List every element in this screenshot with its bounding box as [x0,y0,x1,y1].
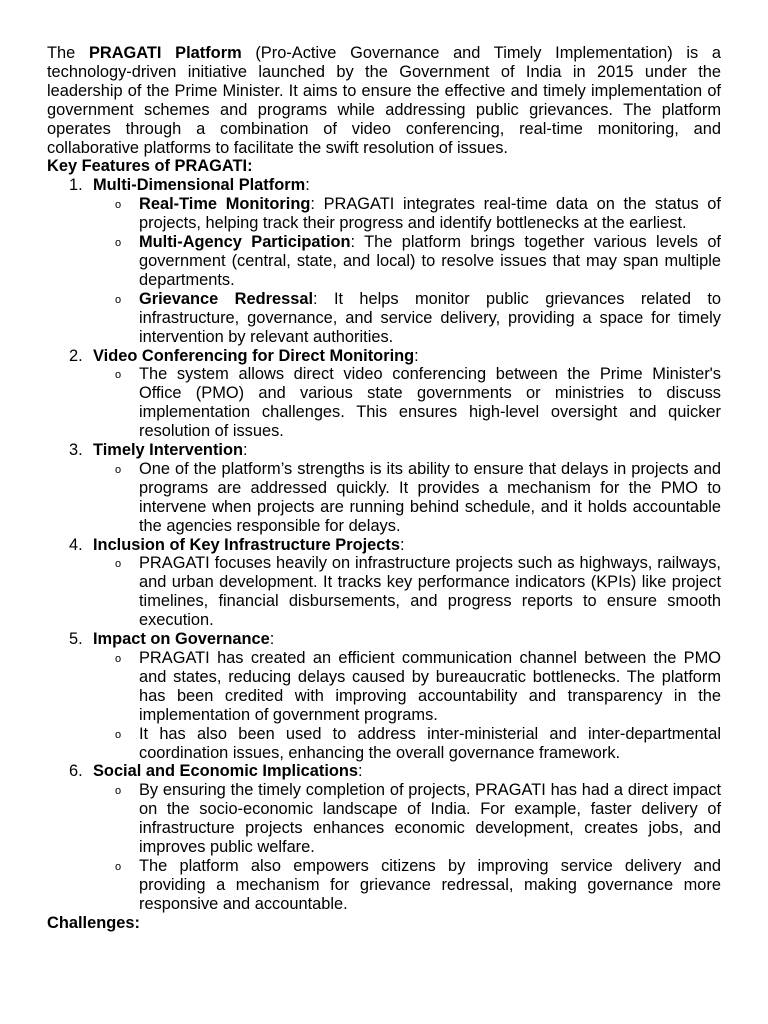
challenges-heading: Challenges: [47,913,140,932]
bullet-item [93,460,721,536]
bullet-circle-icon: o [115,860,122,873]
feature-number: 2. [69,346,83,365]
bullet-lead: Real-Time Monitoring [139,195,311,214]
feature-item [47,347,721,442]
bullet-circle-icon: o [115,293,122,306]
bullet-text: The system allows direct video conferencing between the Prime Minister's Office (PMO) and various state governments or ministries to discuss implementation challenges. This ensures high-level oversight and quicker resolution of issues. [139,365,721,441]
feature-bullets [93,195,721,346]
bullet-text: : The platform brings together various levels of government (central, state, and local) to resolve issues that may span multiple departments. [139,233,721,289]
bullet-circle-icon: o [115,785,122,798]
bullet-lead: Grievance Redressal [139,289,314,308]
feature-title-colon: : [305,176,310,195]
bullet-item [93,290,721,347]
feature-number: 4. [69,535,83,554]
feature-title: Inclusion of Key Infrastructure Projects [93,535,400,554]
feature-title: Social and Economic Implications [93,762,359,781]
feature-title-colon: : [414,346,419,365]
feature-number: 3. [69,441,83,460]
bullet-text: It has also been used to address inter-ministerial and inter-departmental coordination issues, enhancing the overall governance framework. [139,724,721,762]
feature-bullets [93,649,721,762]
bullet-circle-icon: o [115,653,122,665]
feature-bullets [93,554,721,630]
features-list [47,176,721,913]
bullet-text: : PRAGATI integrates real-time data on the status of projects, helping track their progress and identify bottlenecks at the earliest. [139,195,721,233]
bullet-text: PRAGATI focuses heavily on infrastructure projects such as highways, railways, and urban development. It tracks key performance indicators (KPIs) like project timelines, financial disbursements, and progress reports to ensure smooth execution. [139,554,721,630]
key-features-heading: Key Features of PRAGATI: [47,157,253,176]
feature-title: Video Conferencing for Direct Monitoring [93,346,415,365]
feature-item [47,176,721,346]
bullet-text: PRAGATI has created an efficient communication channel between the PMO and states, reducing delays caused by bureaucratic bottlenecks. The platform has been credited with improving accountability and transparency in the implementation of government programs. [139,649,721,724]
bullet-item [93,857,721,914]
feature-title-colon: : [242,441,248,460]
bullet-circle-icon: o [115,199,122,212]
bullet-circle-icon: o [115,463,122,476]
feature-title: Multi-Dimensional Platform [93,176,306,195]
feature-title-colon: : [269,630,275,649]
intro-bold: PRAGATI Platform [88,44,242,62]
bullet-item [93,554,721,630]
bullet-text: By ensuring the timely completion of projects, PRAGATI has had a direct impact on the socio-economic landscape of India. For example, faster delivery of infrastructure projects enhances economic development, creates jobs, and improves public welfare. [139,781,721,857]
bullet-circle-icon: o [115,728,122,741]
bullet-lead: Multi-Agency Participation [139,233,351,252]
bullet-text: : It helps monitor public grievances related to infrastructure, governance, and service delivery, providing a space for timely intervention by relevant authorities. [139,289,721,346]
feature-bullets [93,365,721,441]
bullet-circle-icon: o [115,237,122,250]
feature-item [47,536,721,631]
bullet-item [93,233,721,290]
bullet-item [93,365,721,441]
bullet-circle-icon: o [115,558,122,571]
feature-number: 5. [69,630,83,649]
bullet-circle-icon: o [115,369,122,382]
feature-number: 1. [69,176,83,195]
bullet-item [93,725,721,763]
feature-title-colon: : [399,535,405,554]
feature-title-colon: : [358,762,363,781]
feature-item [47,441,721,536]
bullet-item [93,195,721,233]
feature-item [47,762,721,913]
feature-title: Impact on Governance [93,630,270,649]
bullet-item [93,781,721,857]
feature-title: Timely Intervention [93,441,243,460]
bullet-text: One of the platform’s strengths is its ability to ensure that delays in projects and programs are addressed quickly. It provides a mechanism for the PMO to intervene when projects are running behind schedule, and it holds accountable the agencies responsible for delays. [139,459,721,535]
feature-bullets [93,781,721,913]
feature-bullets [93,460,721,536]
intro-post: (Pro-Active Governance and Timely Implementation) is a technology-driven initiative launched by the Government of India in 2015 under the leadership of the Prime Minister. It aims to ensure the effective and timely implementation of government schemes and programs while addressing public grievances. The platform operates through a combination of video conferencing, real-time monitoring, and collaborative platforms to facilitate the swift resolution of issues. [47,44,721,157]
feature-item [47,630,721,762]
feature-number: 6. [69,762,83,781]
intro-pre: The [47,44,89,62]
bullet-text: The platform also empowers citizens by improving service delivery and providing a mechanism for grievance redressal, making governance more responsive and accountable. [139,856,721,913]
intro-paragraph [47,44,721,157]
bullet-item [93,649,721,725]
